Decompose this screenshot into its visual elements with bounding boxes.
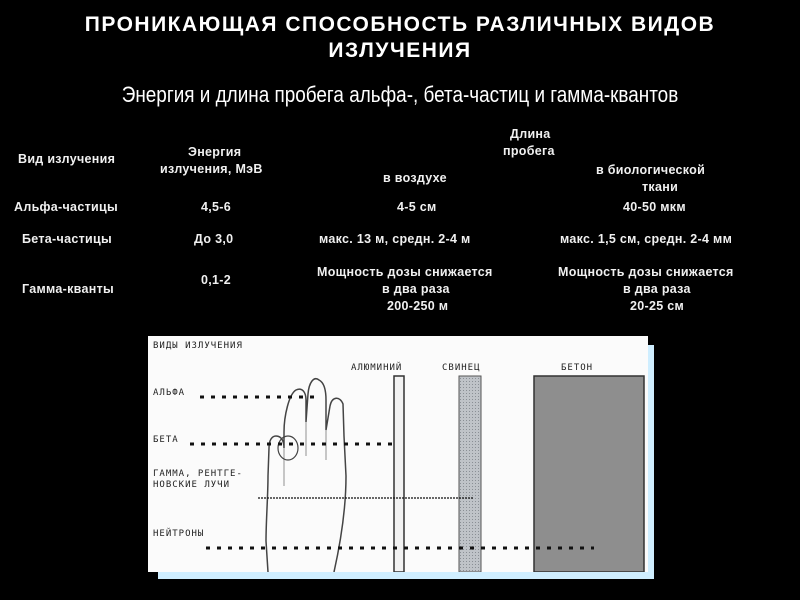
row-gamma-energy: 0,1-2 [201,273,231,287]
row-gamma-tissue-2: в два раза [623,282,691,296]
beta-label: БЕТА [153,435,179,445]
header-energy-1: Энергия [188,145,242,159]
aluminum-plate [394,376,404,572]
header-range-2: пробега [503,144,555,158]
header-range-1: Длина [510,127,551,141]
row-alpha-tissue: 40-50 мкм [623,200,686,214]
lead-plate [459,376,481,572]
page-title [0,12,800,64]
header-tissue-1: в биологической [596,163,706,177]
row-alpha-energy: 4,5-6 [201,200,231,214]
penetration-illustration [148,336,648,572]
row-alpha-type: Альфа-частицы [14,200,118,214]
page-subtitle: Энергия и длина пробега альфа-, бета-частиц и гамма-квантов [121,82,679,107]
row-gamma-type: Гамма-кванты [22,282,114,296]
row-gamma-air-1: Мощность дозы снижается [317,265,493,279]
concrete-label: БЕТОН [561,363,594,373]
row-beta-type: Бета-частицы [22,232,112,246]
row-alpha-air: 4-5 см [397,200,437,214]
aluminum-label: АЛЮМИНИЙ [351,363,403,373]
row-beta-tissue: макс. 1,5 см, средн. 2-4 мм [560,232,733,246]
header-air: в воздухе [383,171,447,185]
lead-label: СВИНЕЦ [442,363,481,373]
row-gamma-tissue-1: Мощность дозы снижается [558,265,734,279]
row-gamma-air-2: в два раза [382,282,450,296]
neutron-label: НЕЙТРОНЫ [153,529,205,539]
header-energy-2: излучения, МэВ [160,162,263,176]
title-line-1: ПРОНИКАЮЩАЯ СПОСОБНОСТЬ РАЗЛИЧНЫХ ВИДОВ [84,13,716,36]
row-gamma-air-3: 200-250 м [387,299,449,313]
title-line-2: ИЗЛУЧЕНИЯ [328,39,472,62]
figure-header-label: ВИДЫ ИЗЛУЧЕНИЯ [153,341,243,351]
gamma-label-2: НОВСКИЕ ЛУЧИ [153,480,231,490]
gamma-label-1: ГАММА, РЕНТГЕ- [153,469,243,479]
header-tissue-2: ткани [642,180,679,194]
row-gamma-tissue-3: 20-25 см [630,299,685,313]
alpha-label: АЛЬФА [153,388,186,398]
hand-outline [266,379,346,572]
concrete-slab [534,376,644,572]
thumb [278,436,298,460]
header-type: Вид излучения [18,152,116,166]
row-beta-energy: До 3,0 [194,232,234,246]
row-beta-air: макс. 13 м, средн. 2-4 м [319,232,471,246]
